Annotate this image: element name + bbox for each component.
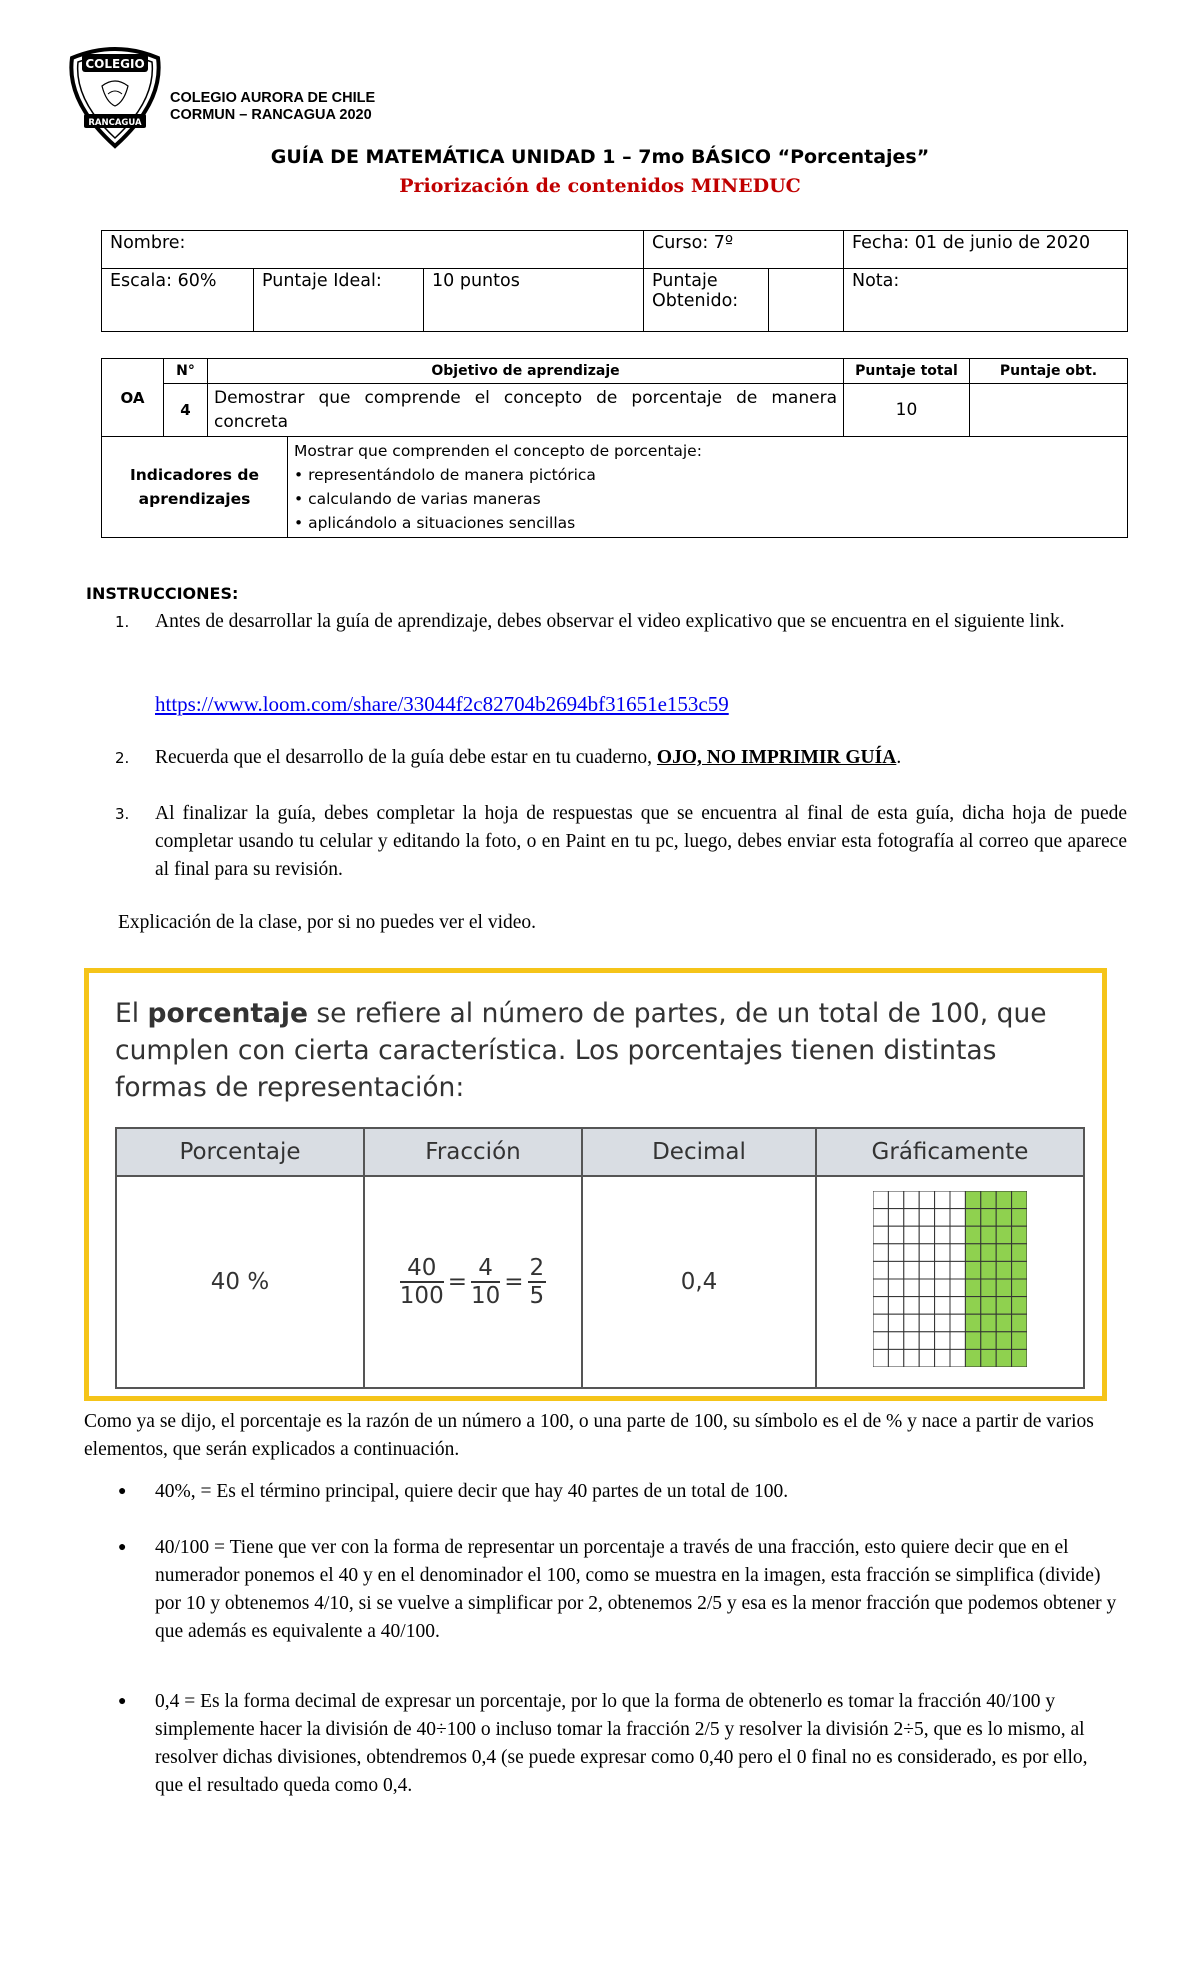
- grid-cell: [950, 1191, 965, 1209]
- grid-cell: [888, 1314, 903, 1332]
- grid-cell: [950, 1349, 965, 1367]
- grid-cell: [950, 1244, 965, 1262]
- grid-cell: [888, 1297, 903, 1315]
- grid-cell: [935, 1332, 950, 1350]
- denominator: 10: [470, 1283, 501, 1309]
- grid-cell: [873, 1209, 888, 1227]
- grid-cell: [919, 1332, 934, 1350]
- grid-cell: [935, 1279, 950, 1297]
- grid-cell: [935, 1349, 950, 1367]
- grid-cell: [919, 1244, 934, 1262]
- grid-cell-shaded: [996, 1244, 1011, 1262]
- col-decimal: Decimal: [582, 1128, 816, 1176]
- objective-obtained[interactable]: [970, 384, 1128, 437]
- bullet-item: [118, 1478, 1118, 1506]
- grid-cell: [873, 1349, 888, 1367]
- grid-cell-shaded: [981, 1191, 996, 1209]
- grid-cell-shaded: [965, 1332, 980, 1350]
- name-field[interactable]: Nombre:: [102, 231, 644, 269]
- instruction-text: [155, 744, 1127, 772]
- percentage-value: 40 %: [116, 1176, 364, 1388]
- concept-text-a: El: [115, 998, 148, 1029]
- date-field: Fecha: 01 de junio de 2020: [844, 231, 1128, 269]
- grid-cell: [935, 1297, 950, 1315]
- instruction-number: 1.: [115, 613, 130, 631]
- grid-cell-shaded: [996, 1349, 1011, 1367]
- instruction-text: Antes de desarrollar la guía de aprendizaje, debes observar el video explicativo que se encuentra en el siguiente link.: [155, 611, 1065, 632]
- grid-cell: [935, 1244, 950, 1262]
- instruction-number: 2.: [115, 749, 130, 767]
- oa-label: OA: [102, 359, 164, 437]
- grid-cell-shaded: [1012, 1209, 1027, 1227]
- instruction-1: [115, 608, 1127, 636]
- indicators-list: [288, 437, 1128, 538]
- obtained-score-value[interactable]: [769, 269, 844, 332]
- grid-cell: [904, 1297, 919, 1315]
- grid-cell-shaded: [1012, 1226, 1027, 1244]
- grid-cell: [873, 1332, 888, 1350]
- grid-cell: [888, 1261, 903, 1279]
- grid-cell: [904, 1349, 919, 1367]
- student-info-table: [101, 230, 1128, 332]
- grid-cell: [919, 1314, 934, 1332]
- grid-cell-shaded: [1012, 1349, 1027, 1367]
- grid-cell: [919, 1279, 934, 1297]
- video-link[interactable]: https://www.loom.com/share/33044f2c82704b2694bf31651e153c59: [155, 692, 729, 716]
- denominator: 5: [529, 1283, 545, 1309]
- grid-cell-shaded: [981, 1314, 996, 1332]
- bullet-icon: ●: [118, 1484, 127, 1499]
- grid-cell-shaded: [996, 1314, 1011, 1332]
- grid-cell-shaded: [1012, 1261, 1027, 1279]
- grid-cell-shaded: [965, 1349, 980, 1367]
- school-location: CORMUN – RANCAGUA 2020: [170, 107, 372, 123]
- grid-cell: [904, 1209, 919, 1227]
- instruction-text: Al finalizar la guía, debes completar la hoja de respuestas que se encuentra al final de esta guía, dicha hoja de puede completar usando tu celular y editando la foto, o en Paint en tu pc, luego, debes enviar esta fotografía al correo que aparece al final para su revisión.: [155, 803, 1127, 880]
- grid-cell-shaded: [981, 1332, 996, 1350]
- header-objective: Objetivo de aprendizaje: [208, 359, 844, 384]
- objective-total: 10: [844, 384, 970, 437]
- graphic-cell: [816, 1176, 1084, 1388]
- concept-keyword: porcentaje: [147, 998, 308, 1029]
- ideal-score-value: 10 puntos: [424, 269, 644, 332]
- grid-cell-shaded: [981, 1209, 996, 1227]
- grid-cell-shaded: [965, 1226, 980, 1244]
- indicators-intro: Mostrar que comprenden el concepto de porcentaje:: [294, 442, 702, 460]
- grid-cell-shaded: [1012, 1191, 1027, 1209]
- grid-cell-shaded: [981, 1226, 996, 1244]
- grid-cell: [950, 1226, 965, 1244]
- bullet-icon: ●: [118, 1540, 127, 1555]
- grid-cell-shaded: [996, 1191, 1011, 1209]
- indicator-item: • representándolo de manera pictórica: [294, 466, 596, 484]
- school-logo: [64, 46, 166, 150]
- grid-cell: [919, 1191, 934, 1209]
- grid-cell-shaded: [1012, 1332, 1027, 1350]
- obtained-score-label: Puntaje Obtenido:: [644, 269, 769, 332]
- svg-text:RANCAGUA: RANCAGUA: [88, 118, 142, 128]
- grid-cell: [919, 1209, 934, 1227]
- grid-cell-shaded: [996, 1261, 1011, 1279]
- col-graphic: Gráficamente: [816, 1128, 1084, 1176]
- instruction-number: 3.: [115, 805, 130, 823]
- grid-cell: [873, 1261, 888, 1279]
- grid-cell-shaded: [965, 1279, 980, 1297]
- grid-cell: [950, 1209, 965, 1227]
- body-paragraph: Como ya se dijo, el porcentaje es la razón de un número a 100, o una parte de 100, su símbolo es el de % y nace a partir de varios elementos, que serán explicados a continuación.: [84, 1411, 1094, 1460]
- grid-cell: [873, 1297, 888, 1315]
- grid-cell-shaded: [981, 1279, 996, 1297]
- grid-cell-shaded: [996, 1209, 1011, 1227]
- grid-cell-shaded: [1012, 1314, 1027, 1332]
- objective-line: Demostrar que comprende el concepto de porcentaje de manera: [214, 388, 837, 408]
- bullet-text: 0,4 = Es la forma decimal de expresar un porcentaje, por lo que la forma de obtenerlo es tomar la fracción 40/100 y simplemente hacer la división de 40÷100 o incluso tomar la fracción 2/5 y resolver la división 2÷5, que es lo mismo, al resolver dichas divisiones, obtendremos 0,4 (se puede expresar como 0,40 pero el 0 final no es considerado, es por ello, que el resultado queda como 0,4.: [155, 1691, 1088, 1796]
- header-obtained: Puntaje obt.: [970, 359, 1128, 384]
- instruction-2: [115, 744, 1127, 772]
- grid-cell: [873, 1314, 888, 1332]
- objective-line-end: concreta: [214, 412, 289, 432]
- header-total: Puntaje total: [844, 359, 970, 384]
- school-name: COLEGIO AURORA DE CHILE: [170, 90, 376, 106]
- grid-cell-shaded: [996, 1297, 1011, 1315]
- grid-cell: [950, 1314, 965, 1332]
- course-field: Curso: 7º: [644, 231, 844, 269]
- fraction: [471, 1255, 500, 1309]
- grid-cell: [888, 1191, 903, 1209]
- grid-cell: [904, 1226, 919, 1244]
- grid-cell: [935, 1226, 950, 1244]
- equals-sign: =: [447, 1269, 467, 1295]
- decimal-value: 0,4: [582, 1176, 816, 1388]
- grid-cell: [950, 1297, 965, 1315]
- fraction: [528, 1255, 547, 1309]
- grid-cell-shaded: [996, 1332, 1011, 1350]
- grid-cell: [888, 1332, 903, 1350]
- concept-box: [84, 968, 1107, 1401]
- grid-cell-shaded: [981, 1297, 996, 1315]
- grid-cell: [950, 1332, 965, 1350]
- grid-cell: [904, 1314, 919, 1332]
- grid-cell: [904, 1332, 919, 1350]
- col-percentage: Porcentaje: [116, 1128, 364, 1176]
- school-info: [170, 90, 375, 124]
- instruction-text-part: Recuerda que el desarrollo de la guía debe estar en tu cuaderno,: [155, 747, 657, 768]
- scale-field: Escala: 60%: [102, 269, 254, 332]
- grid-cell: [919, 1297, 934, 1315]
- instruction-text-end: .: [896, 747, 902, 768]
- class-explanation: Explicación de la clase, por si no puedes ver el video.: [118, 912, 537, 933]
- grid-cell-shaded: [965, 1314, 980, 1332]
- concept-definition: [115, 995, 1075, 1106]
- col-fraction: Fracción: [364, 1128, 582, 1176]
- grid-cell: [919, 1261, 934, 1279]
- grid-cell-shaded: [1012, 1297, 1027, 1315]
- indicator-item: • aplicándolo a situaciones sencillas: [294, 514, 576, 532]
- bullet-text: 40%, = Es el término principal, quiere decir que hay 40 partes de un total de 100.: [155, 1481, 789, 1502]
- grid-cell: [919, 1226, 934, 1244]
- grid-cell: [935, 1191, 950, 1209]
- grid-cell-shaded: [1012, 1244, 1027, 1262]
- bullet-text: 40/100 = Tiene que ver con la forma de representar un porcentaje a través de una fracción, esto quiere decir que en el numerador ponemos el 40 y en el denominador el 100, como se muestra en la imagen, esta fracción se simplifica (divide) por 10 y obtenemos 4/10, si se vuelve a simplificar por 2, obtenemos 2/5 y esa es la menor fracción que podemos obtener y que además es equivalente a 40/100.: [155, 1537, 1117, 1642]
- grid-cell: [873, 1244, 888, 1262]
- grid-cell-shaded: [965, 1261, 980, 1279]
- grid-cell: [873, 1279, 888, 1297]
- hundred-grid: [873, 1191, 1027, 1367]
- header-number: N°: [164, 359, 208, 384]
- grid-cell: [873, 1191, 888, 1209]
- grid-cell: [950, 1279, 965, 1297]
- grid-cell-shaded: [965, 1191, 980, 1209]
- grid-cell-shaded: [996, 1226, 1011, 1244]
- bullet-item: [118, 1688, 1118, 1800]
- grid-cell-shaded: [996, 1279, 1011, 1297]
- numerator: 2: [529, 1255, 545, 1281]
- objective-table: [101, 358, 1128, 538]
- bullet-item: [118, 1534, 1118, 1646]
- grade-field[interactable]: Nota:: [844, 269, 1128, 332]
- objective-text: [208, 384, 844, 437]
- grid-cell: [904, 1244, 919, 1262]
- grid-cell: [935, 1314, 950, 1332]
- equals-sign: =: [504, 1269, 524, 1295]
- bullet-icon: ●: [118, 1694, 127, 1709]
- fraction-value: [364, 1176, 582, 1388]
- grid-cell: [888, 1209, 903, 1227]
- grid-cell: [888, 1349, 903, 1367]
- ideal-score-label: Puntaje Ideal:: [254, 269, 424, 332]
- instruction-3: [115, 800, 1127, 884]
- representation-table: [115, 1127, 1085, 1389]
- instructions-heading: INSTRUCCIONES:: [86, 584, 239, 603]
- grid-cell: [919, 1349, 934, 1367]
- grid-cell: [888, 1226, 903, 1244]
- indicator-item: • calculando de varias maneras: [294, 490, 541, 508]
- indicators-label: Indicadores de aprendizajes: [102, 437, 288, 538]
- grid-cell: [873, 1226, 888, 1244]
- page-subtitle: Priorización de contenidos MINEDUC: [399, 175, 801, 197]
- grid-cell: [935, 1209, 950, 1227]
- fraction: [400, 1255, 444, 1309]
- grid-cell: [888, 1279, 903, 1297]
- grid-cell-shaded: [965, 1297, 980, 1315]
- grid-cell-shaded: [1012, 1279, 1027, 1297]
- grid-cell: [950, 1261, 965, 1279]
- concept-text-b: se refiere al número de partes, de un total de 100, que cumplen con cierta característica. Los porcentajes tienen distintas formas de representación:: [115, 998, 1047, 1103]
- grid-cell: [904, 1261, 919, 1279]
- svg-text:COLEGIO: COLEGIO: [85, 57, 145, 71]
- grid-cell-shaded: [965, 1244, 980, 1262]
- page-title: GUÍA DE MATEMÁTICA UNIDAD 1 – 7mo BÁSICO “Porcentajes”: [270, 146, 930, 168]
- grid-cell: [935, 1261, 950, 1279]
- grid-cell-shaded: [981, 1349, 996, 1367]
- denominator: 100: [399, 1283, 444, 1309]
- grid-cell: [904, 1191, 919, 1209]
- grid-cell-shaded: [981, 1244, 996, 1262]
- grid-cell: [888, 1244, 903, 1262]
- grid-cell-shaded: [965, 1209, 980, 1227]
- numerator: 40: [400, 1255, 444, 1283]
- no-print-warning: OJO, NO IMPRIMIR GUÍA: [656, 747, 897, 768]
- numerator: 4: [471, 1255, 500, 1283]
- grid-cell: [904, 1279, 919, 1297]
- objective-number: 4: [164, 384, 208, 437]
- grid-cell-shaded: [981, 1261, 996, 1279]
